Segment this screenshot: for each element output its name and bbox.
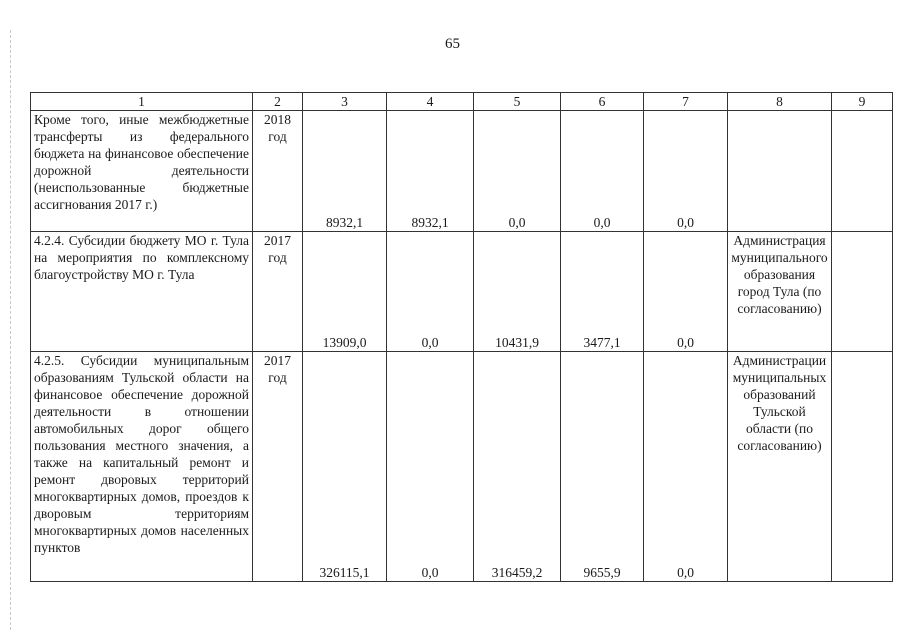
header-col-2: 2 [253, 93, 303, 111]
table-row [31, 111, 893, 232]
row-description: Кроме того, иные межбюджетные трансферты из федерального бюджета на финансовое обеспечение дорожной деятельности (неиспользованные бюджетные ассигнования 2017 г.) [31, 111, 253, 232]
header-row [31, 93, 893, 111]
table-row [31, 232, 893, 352]
row-col7: 0,0 [644, 111, 728, 232]
row-total: 13909,0 [303, 232, 387, 352]
header-col-1: 1 [31, 93, 253, 111]
row-col6: 0,0 [561, 111, 644, 232]
row-col5: 316459,2 [474, 352, 561, 582]
row-col9 [832, 232, 893, 352]
row-col4: 8932,1 [387, 111, 474, 232]
row-year: 2018 год [253, 111, 303, 232]
row-col7: 0,0 [644, 352, 728, 582]
budget-table [30, 92, 893, 582]
row-col5: 10431,9 [474, 232, 561, 352]
page-number: 65 [445, 36, 460, 52]
header-col-7: 7 [644, 93, 728, 111]
header-col-5: 5 [474, 93, 561, 111]
row-col4: 0,0 [387, 232, 474, 352]
row-col6: 9655,9 [561, 352, 644, 582]
row-year: 2017 год [253, 232, 303, 352]
header-col-6: 6 [561, 93, 644, 111]
row-col5: 0,0 [474, 111, 561, 232]
row-total: 326115,1 [303, 352, 387, 582]
row-year: 2017 год [253, 352, 303, 582]
row-description: 4.2.4. Субсидии бюджету МО г. Тула на мероприятия по комплексному благоустройству МО г. Тула [31, 232, 253, 352]
row-col6: 3477,1 [561, 232, 644, 352]
row-executor: Администрации муниципальных образований Тульской области (по согласованию) [728, 352, 832, 582]
row-col4: 0,0 [387, 352, 474, 582]
header-col-3: 3 [303, 93, 387, 111]
row-executor: Администрация муниципального образования город Тула (по согласованию) [728, 232, 832, 352]
row-col9 [832, 111, 893, 232]
margin-scan-marks [10, 30, 14, 630]
row-col9 [832, 352, 893, 582]
row-description: 4.2.5. Субсидии муниципальным образованиям Тульской области на финансовое обеспечение дорожной деятельности в отношении автомобильных дорог общего пользования местного значения, а также на капитальный ремонт и ремонт дворовых территорий многоквартирных домов, проездов к дворовым территориям многоквартирных домов населенных пунктов [31, 352, 253, 582]
row-col7: 0,0 [644, 232, 728, 352]
row-executor [728, 111, 832, 232]
table-row [31, 352, 893, 582]
row-total: 8932,1 [303, 111, 387, 232]
header-col-4: 4 [387, 93, 474, 111]
header-col-8: 8 [728, 93, 832, 111]
header-col-9: 9 [832, 93, 893, 111]
